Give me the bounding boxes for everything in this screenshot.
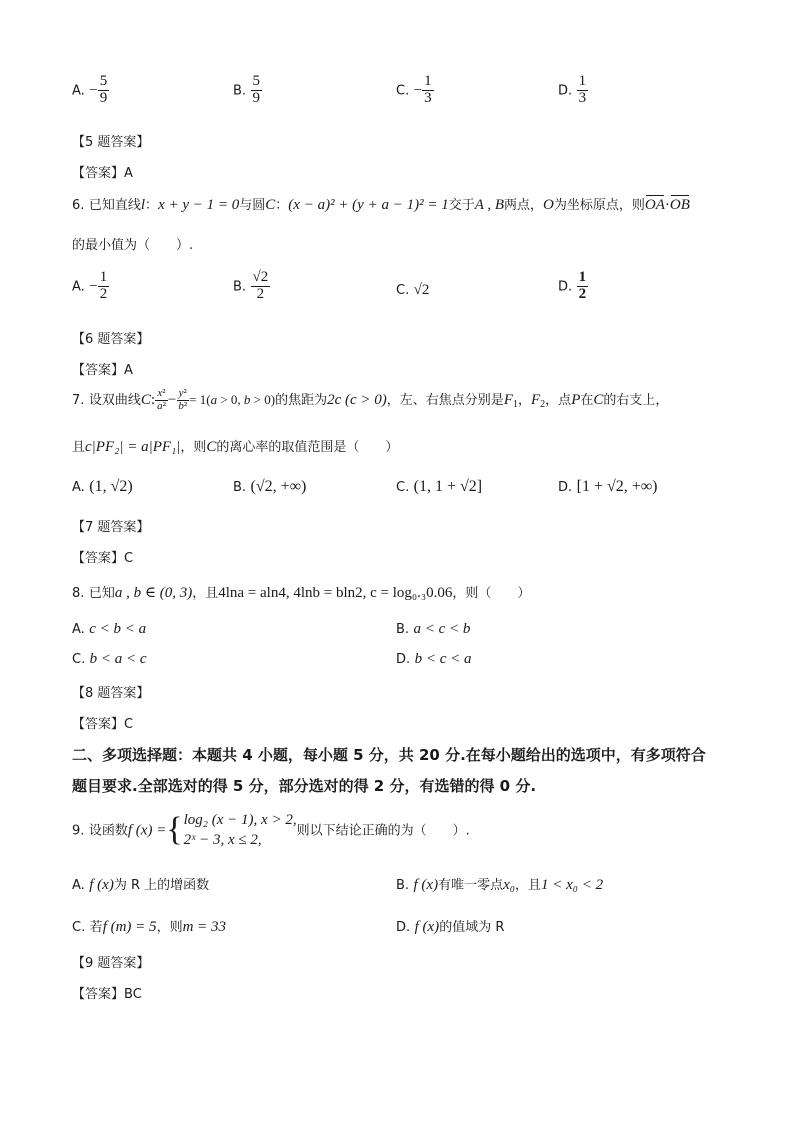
q6-text-3: 与圆 — [239, 198, 266, 213]
q9-answer-tag: 【9 题答案】 — [72, 956, 150, 971]
q9-piece-2: 2ˣ − 3, x ≤ 2, — [183, 832, 262, 849]
q9-option-a[interactable] — [72, 874, 209, 894]
q8-option-b-value: a < c < b — [413, 621, 471, 637]
section-2-heading-line1: 二、多项选择题：本题共 4 小题，每小题 5 分，共 20 分.在每小题给出的选项中，有多项符合 — [72, 746, 706, 764]
q7-option-b-value: (√2, +∞) — [250, 478, 307, 495]
q9-option-b-math2: x₀ — [503, 877, 515, 893]
q9-option-d-label: D. — [396, 920, 411, 935]
q9-piecewise: { log₂ (x − 1), x > 2, 2ˣ − 3, x ≤ 2, — [166, 810, 296, 851]
q6-vector-oa: OA — [644, 197, 665, 213]
q8-text-1: 已知 — [88, 586, 115, 601]
q6-text-7: 为坐标原点，则 — [553, 198, 645, 213]
q5-option-d-frac — [577, 74, 589, 107]
q9-answer: 【答案】BC — [72, 987, 142, 1002]
q8-option-a-label: A. — [72, 622, 85, 637]
q6-option-a-sign: − — [89, 278, 98, 295]
q6-option-d[interactable] — [558, 270, 588, 303]
q7-hyperbola-x-term: $\frac{\text{x²}}{\text{a²}}$ — [157, 387, 166, 412]
q6-stem — [72, 194, 690, 214]
q9-option-c-text: 若 — [89, 920, 103, 935]
q7-line2-text-1: 且 — [72, 440, 86, 455]
q6-option-b-label: B. — [233, 279, 247, 295]
q9-option-a-math: f (x) — [89, 877, 114, 893]
q7-option-b-label: B. — [233, 480, 247, 495]
q7-focal-distance: 2c (c > 0) — [327, 392, 387, 409]
q5-option-c-label: C. — [396, 83, 410, 99]
q8-option-c[interactable] — [72, 651, 147, 668]
q7-f2 — [531, 392, 546, 411]
q7-hyperbola-y-term: $\frac{\text{y²}}{\text{b²}}$ — [178, 387, 188, 412]
section-2-heading-line2: 题目要求.全部选对的得 5 分，部分选对的得 2 分，有选错的得 0 分. — [72, 777, 537, 795]
q8-option-a-value: c < b < a — [89, 621, 147, 637]
q6-text-4: ： — [275, 198, 289, 213]
q7-number: 7. — [72, 393, 85, 409]
q7-stem-line2 — [72, 436, 398, 456]
q6-stem-line2: 的最小值为（ ）. — [72, 238, 194, 253]
q6-option-a-num: 1 — [99, 269, 108, 285]
q5-option-b-den: 9 — [252, 89, 261, 106]
q5-option-d-num: 1 — [578, 73, 587, 89]
q6-circle-eq: (x − a)² + (y + a − 1)² = 1 — [288, 197, 449, 213]
q7-f1-letter: F — [503, 392, 513, 409]
q5-option-c-sign: − — [413, 82, 423, 99]
q6-dot: · — [664, 197, 670, 213]
q8-number: 8. — [72, 586, 85, 601]
q9-option-b-math3: 1 < x₀ < 2 — [541, 877, 604, 893]
q6-option-a-den: 2 — [99, 285, 108, 302]
q6-answer: 【答案】A — [72, 363, 133, 378]
q5-option-d-label: D. — [558, 83, 573, 99]
q7-text-1: 设双曲线 — [88, 393, 141, 409]
q9-piece-1: log₂ (x − 1), x > 2, — [183, 812, 297, 828]
q5-option-a-frac — [98, 74, 110, 107]
q6-option-b[interactable] — [233, 270, 270, 303]
q9-option-c-math: f (m) = 5 — [102, 919, 157, 935]
q7-text-3: ，点 — [545, 393, 572, 409]
q5-option-b[interactable] — [233, 74, 262, 107]
q7-text-2: ，左、右焦点分别是 — [386, 393, 504, 409]
q5-answer-tag: 【5 题答案】 — [72, 135, 150, 150]
q9-option-b[interactable] — [396, 874, 603, 894]
q5-option-d-den: 3 — [578, 89, 587, 106]
q6-number: 6. — [72, 198, 85, 213]
q7-option-c-value: (1, 1 + √2] — [413, 478, 483, 495]
q8-text-3: ，则（ ） — [452, 586, 531, 601]
q7-line2-text-2: ，则 — [180, 440, 207, 455]
q6-text-1: 已知直线 — [88, 198, 141, 213]
q6-answer-tag: 【6 题答案】 — [72, 332, 150, 347]
q9-option-b-math: f (x) — [413, 877, 439, 893]
q6-circle-name: C — [265, 197, 276, 213]
q6-text-5: 交于 — [448, 198, 475, 213]
q5-option-a-num: 5 — [99, 73, 108, 89]
q8-option-b-label: B. — [396, 622, 410, 637]
q7-curve-name-2: C — [593, 392, 604, 409]
q5-option-c[interactable] — [396, 74, 434, 107]
q7-f1 — [503, 392, 518, 411]
q7-option-a-label: A. — [72, 480, 85, 495]
q6-option-a-frac — [98, 270, 110, 303]
q9-option-b-text: 有唯一零点 — [438, 878, 504, 893]
q7-line2-text-3: 的离心率的取值范围是（ ） — [216, 440, 399, 455]
q8-option-a[interactable] — [72, 621, 146, 638]
q9-option-c-text2: ，则 — [156, 920, 183, 935]
q6-text-2: ： — [145, 198, 159, 213]
q8-option-d[interactable] — [396, 651, 472, 668]
q9-text-2: 则以下结论正确的为（ ）. — [296, 823, 470, 839]
q6-line-eq: x + y − 1 = 0 — [158, 197, 240, 213]
q5-option-a-den: 9 — [99, 89, 108, 106]
q5-option-c-num: 1 — [424, 73, 432, 89]
q7-line2-curve: C — [206, 439, 217, 455]
q9-number: 9. — [72, 823, 85, 839]
q5-option-b-label: B. — [233, 83, 247, 99]
q5-option-b-frac — [251, 74, 263, 107]
q7-f1-sub: 1 — [512, 399, 518, 411]
q9-option-b-label: B. — [396, 878, 410, 893]
q5-option-a-label: A. — [72, 83, 85, 99]
q7-sep: ， — [517, 393, 531, 409]
q6-option-b-den: 2 — [256, 285, 265, 302]
q6-option-d-num: 1 — [578, 269, 587, 285]
q6-option-d-den: 2 — [578, 285, 587, 302]
q6-origin: O — [543, 197, 554, 213]
q9-fx: f (x) = — [127, 822, 167, 839]
q6-option-b-frac — [251, 270, 271, 303]
q9-option-c[interactable] — [72, 916, 226, 936]
q6-vector-ob: OB — [669, 197, 690, 213]
q7-curve-name: C — [140, 392, 151, 409]
q9-stem — [72, 810, 470, 851]
q7-f2-sub: 2 — [540, 399, 546, 411]
q9-option-b-text2: ，且 — [514, 878, 541, 893]
q5-option-a[interactable] — [72, 74, 109, 107]
q9-option-c-label: C. — [72, 920, 86, 935]
q9-text-1: 设函数 — [88, 823, 128, 839]
q7-option-d-value: [1 + √2, +∞) — [576, 478, 658, 495]
q5-answer: 【答案】A — [72, 166, 133, 181]
q7-f2-letter: F — [531, 392, 541, 409]
q9-option-a-text: 为 R 上的增函数 — [113, 878, 210, 893]
q6-option-a-label: A. — [72, 279, 85, 295]
q8-option-d-value: b < c < a — [414, 651, 472, 667]
q6-line-name: l — [140, 197, 146, 213]
q7-point-p: P — [571, 392, 581, 409]
q6-option-a[interactable] — [72, 270, 109, 303]
q6-points: A , B — [474, 197, 505, 213]
q9-option-a-label: A. — [72, 878, 85, 893]
q8-option-c-value: b < a < c — [89, 651, 147, 667]
q9-option-d[interactable] — [396, 916, 504, 936]
q6-option-d-label: D. — [558, 279, 573, 295]
q9-option-d-math: f (x) — [414, 919, 440, 935]
q5-option-a-sign: − — [89, 82, 98, 99]
q8-option-c-label: C. — [72, 652, 86, 667]
q7-option-d[interactable] — [558, 478, 658, 496]
q9-option-c-math2: m = 33 — [182, 919, 227, 935]
q6-option-c-label: C. — [396, 283, 410, 298]
q5-option-b-num: 5 — [252, 73, 261, 89]
q6-text-6: 两点， — [504, 198, 544, 213]
q7-option-d-label: D. — [558, 480, 573, 495]
q7-stem: 7. 设双曲线C: $\frac{\text{x²}}{\text{a²}}$ − $\frac{\text{y²}}{\text{b²}}$ = 1(a > 0, b > 0)的焦距为2c (c > 0)，左、右焦点分别是$F_1$，$F_2$，点P在C的右支上， — [72, 387, 669, 412]
q7-option-a[interactable] — [72, 478, 133, 496]
q7-option-c-label: C. — [396, 480, 410, 495]
q7-option-a-value: (1, √2) — [89, 478, 133, 495]
q8-answer-tag: 【8 题答案】 — [72, 686, 150, 701]
q6-option-b-num: √2 — [252, 269, 269, 285]
q7-text-4: 在 — [580, 393, 594, 409]
q7-option-b[interactable] — [233, 478, 306, 496]
q8-stem — [72, 582, 530, 602]
q5-option-c-frac — [422, 74, 434, 107]
q8-option-d-label: D. — [396, 652, 411, 667]
q9-option-d-text: 的值域为 R — [439, 920, 505, 935]
q8-option-b[interactable] — [396, 621, 470, 638]
q8-answer: 【答案】C — [72, 717, 134, 732]
q5-option-d[interactable] — [558, 74, 588, 107]
q8-text-2: ，且 — [192, 586, 219, 601]
q8-equations: 4lna = aln4, 4lnb = bln2, c = log₀.₃0.06 — [218, 585, 453, 601]
q7-text-after: 的焦距为 — [275, 393, 328, 409]
q6-option-d-frac — [577, 270, 589, 303]
q7-condition: c|PF₂| = a|PF₁| — [85, 439, 181, 455]
q8-condition: a , b ∈ (0, 3) — [114, 585, 193, 601]
q6-option-c[interactable] — [396, 282, 429, 299]
q5-option-c-den: 3 — [424, 89, 432, 106]
q7-text-5: 的右支上， — [603, 393, 669, 409]
q6-option-c-value: √2 — [413, 282, 430, 298]
q7-answer: 【答案】C — [72, 551, 134, 566]
q7-answer-tag: 【7 题答案】 — [72, 520, 150, 535]
q7-option-c[interactable] — [396, 478, 482, 496]
